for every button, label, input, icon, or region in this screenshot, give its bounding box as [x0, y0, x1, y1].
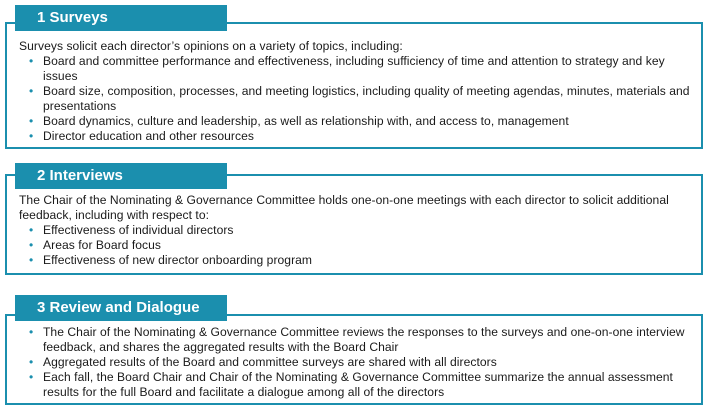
bullet-icon: •: [29, 129, 34, 143]
list-item: [19, 325, 691, 355]
bullet-icon: •: [29, 238, 34, 252]
list-item: [19, 223, 691, 238]
list-item: [19, 238, 691, 253]
list-item: [19, 370, 691, 400]
section-content-surveys: [19, 39, 691, 144]
bullet-icon: •: [29, 114, 34, 128]
list-item: [19, 253, 691, 268]
section-box-interviews: [5, 174, 703, 275]
bullet-icon: •: [29, 84, 34, 98]
list-item: [19, 84, 691, 114]
list-item-text: Board size, composition, processes, and meeting logistics, including quality of meeting agendas, minutes, materials and presentations: [43, 84, 690, 113]
section-surveys: [5, 5, 703, 150]
bullet-icon: •: [29, 253, 34, 267]
bullet-icon: •: [29, 355, 34, 369]
section-intro: Surveys solicit each director’s opinions on a variety of topics, including:: [19, 39, 403, 53]
list-item-text: Director education and other resources: [43, 129, 254, 143]
bullet-icon: •: [29, 370, 34, 384]
section-content-interviews: [19, 193, 691, 268]
list-item-text: Effectiveness of new director onboarding program: [43, 253, 313, 267]
list-item-text: Each fall, the Board Chair and Chair of the Nominating & Governance Committee summarize the annual assessment results for the full Board and facilitate a dialogue among all of the directors: [43, 370, 673, 399]
list-item: [19, 54, 691, 84]
list-item-text: Aggregated results of the Board and committee surveys are shared with all directors: [43, 355, 497, 369]
list-item-text: Board dynamics, culture and leadership, as well as relationship with, and access to, management: [43, 114, 569, 128]
section-review-dialogue: [5, 295, 703, 405]
list-item: [19, 114, 691, 129]
list-item-text: Board and committee performance and effectiveness, including sufficiency of time and attention to strategy and key issues: [43, 54, 665, 83]
section-box-review-dialogue: [5, 314, 703, 405]
section-tab-interviews: 2 Interviews: [15, 163, 227, 189]
list-item-text: Areas for Board focus: [43, 238, 162, 252]
bullet-icon: •: [29, 325, 34, 339]
section-box-surveys: [5, 22, 703, 149]
list-item-text: The Chair of the Nominating & Governance Committee reviews the responses to the surveys and one-on-one interview feedback, and shares the aggregated results with the Board Chair: [43, 325, 685, 354]
bullet-list: [19, 325, 691, 400]
section-intro: The Chair of the Nominating & Governance Committee holds one-on-one meetings with each director to solicit additional feedback, including with respect to:: [19, 193, 669, 222]
section-tab-review-dialogue: 3 Review and Dialogue: [15, 295, 227, 321]
section-tab-surveys: 1 Surveys: [15, 5, 227, 31]
bullet-icon: •: [29, 223, 34, 237]
bullet-list: [19, 54, 691, 144]
section-interviews: [5, 163, 703, 276]
list-item: [19, 129, 691, 144]
bullet-list: [19, 223, 691, 268]
section-content-review-dialogue: [19, 325, 691, 400]
list-item-text: Effectiveness of individual directors: [43, 223, 234, 237]
bullet-icon: •: [29, 54, 34, 68]
list-item: [19, 355, 691, 370]
